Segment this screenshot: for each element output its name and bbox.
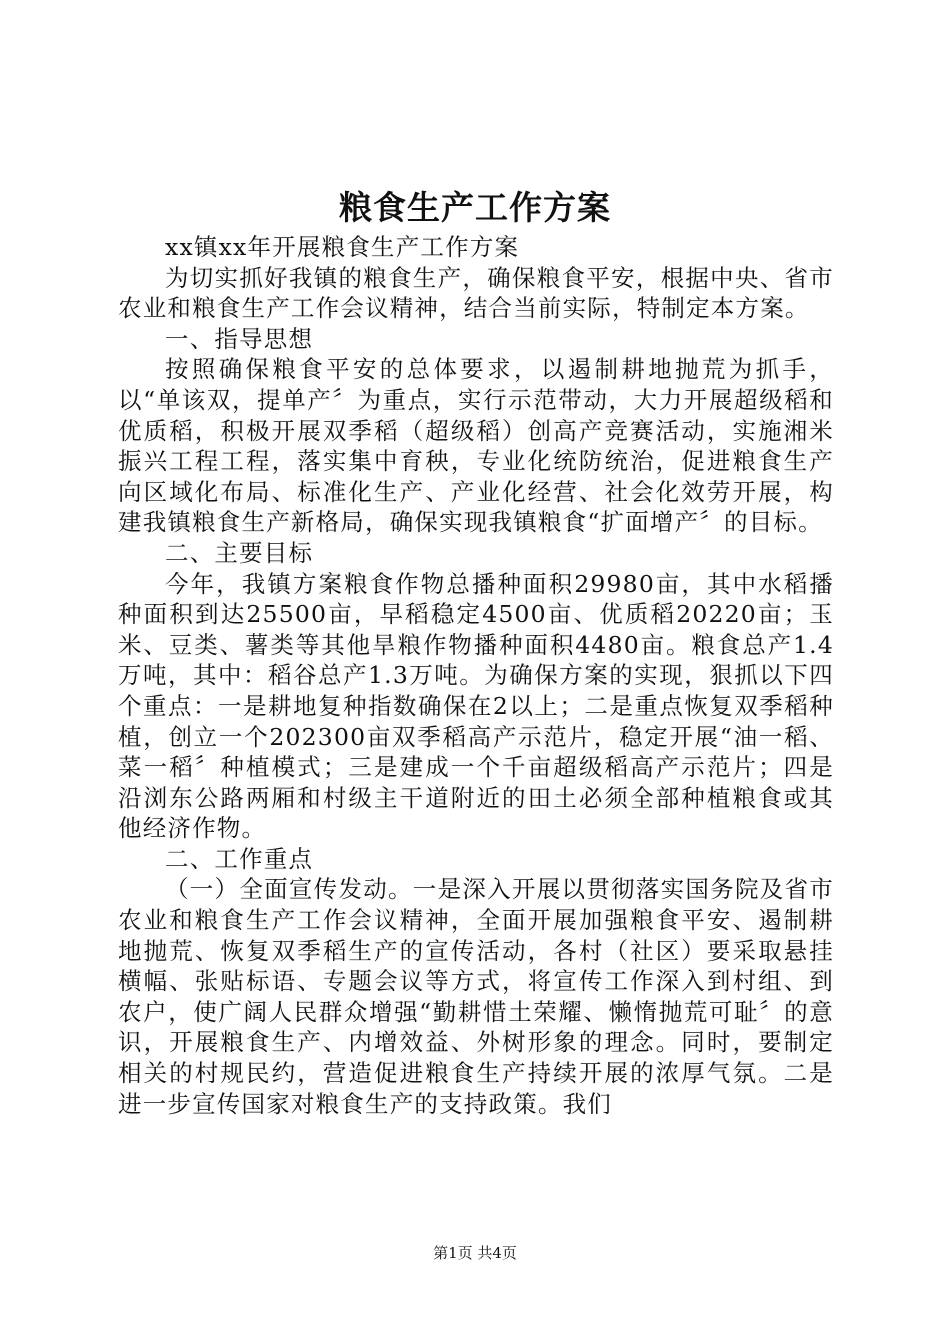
intro-paragraph: 为切实抓好我镇的粮食生产，确保粮食平安，根据中央、省市农业和粮食生产工作会议精神，结合当前实际，特制定本方案。 [118,263,834,323]
doc-subtitle: xx镇xx年开展粮食生产工作方案 [165,233,520,261]
page-number-footer: 第1页 共4页 [433,1244,517,1262]
section-heading-main-goals: 二、主要目标 [165,538,314,567]
section-heading-guiding-principle: 一、指导思想 [165,324,314,353]
main-goals-paragraph: 今年，我镇方案粮食作物总播种面积29980亩，其中水稻播种面积到达25500亩，早稻稳定4500亩、优质稻20220亩；玉米、豆类、薯类等其他旱粮作物播种面积4480亩。粮食总产1.4万吨，其中：稻谷总产1.3万吨。为确保方案的实现，狠抓以下四个重点：一是耕地复种指数确保在2以上；二是重点恢复双季稻种植，创立一个202300亩双季稻高产示范片，稳定开展“油一稻、菜一稻〞种植模式；三是建成一个千亩超级稻高产示范片；四是沿浏东公路两厢和村级主干道附近的田土必须全部种植粮食或其他经济作物。 [118,569,834,843]
document-title: 粮食生产工作方案 [339,188,611,227]
section-heading-work-focus: 二、工作重点 [165,844,314,873]
guiding-principle-paragraph: 按照确保粮食平安的总体要求，以遏制耕地抛荒为抓手，以“单该双，提单产〞为重点，实行示范带动，大力开展超级稻和优质稻，积极开展双季稻（超级稻）创高产竞赛活动，实施湘米振兴工程工程，落实集中育秧，专业化统防统治，促进粮食生产向区域化布局、标准化生产、产业化经营、社会化效劳开展，构建我镇粮食生产新格局，确保实现我镇粮食“扩面增产〞的目标。 [118,355,834,537]
work-focus-paragraph: （一）全面宣传发动。一是深入开展以贯彻落实国务院及省市农业和粮食生产工作会议精神，全面开展加强粮食平安、遏制耕地抛荒、恢复双季稻生产的宣传活动，各村（社区）要采取悬挂横幅、张贴标语、专题会议等方式，将宣传工作深入到村组、到农户，使广阔人民群众增强“勤耕惜土荣耀、懒惰抛荒可耻〞的意识，开展粮食生产、内增效益、外树形象的理念。同时，要制定相关的村规民约，营造促进粮食生产持续开展的浓厚气氛。二是进一步宣传国家对粮食生产的支持政策。我们 [118,875,834,1118]
document-body [118,232,834,1119]
